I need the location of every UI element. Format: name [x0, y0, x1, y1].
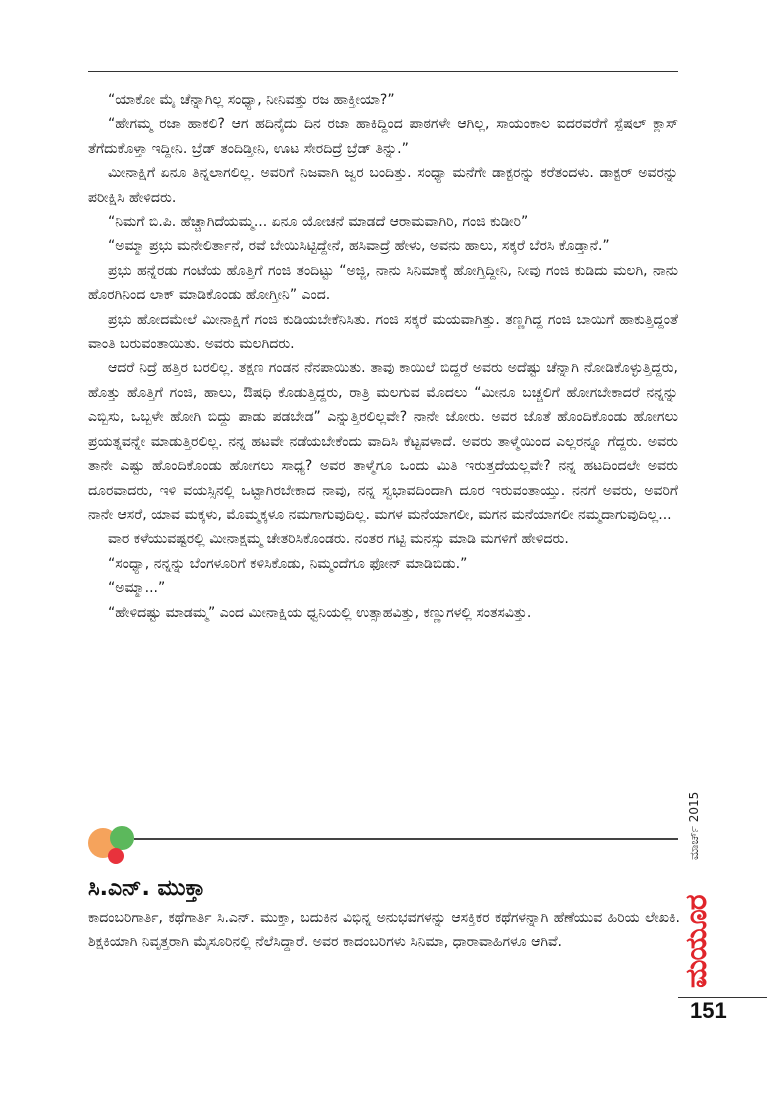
story-paragraph: “ಯಾಕೋ ಮೈ ಚೆನ್ನಾಗಿಲ್ಲ ಸಂಧ್ಯಾ, ನೀನಿವತ್ತು ರಜ ಹಾಕ್ತೀಯಾ?” — [108, 92, 395, 108]
author-name: ಸಿ.ಎನ್. ಮುಕ್ತಾ — [88, 876, 205, 901]
green-dot-icon — [110, 826, 134, 850]
story-paragraph: “ಹೇಗಮ್ಮ ರಜಾ ಹಾಕಲಿ? ಆಗ ಹದಿನೈದು ದಿನ ರಜಾ ಹಾಕಿದ್ದಿಂದ ಪಾಠಗಳೇ ಆಗಿಲ್ಲ, ಸಾಯಂಕಾಲ ಐದರವರೆಗೆ ಸ್ಪೆಷಲ್ ಕ್ಲಾಸ್ ತೆಗೆದುಕೊಳ್ತಾ ಇದ್ದೀನಿ. ಬ್ರೆಡ್ ತಂದಿಡ್ತೀನಿ, ಊಟ ಸೇರದಿದ್ರೆ ಬ್ರೆಡ್ ತಿನ್ನು.” — [88, 116, 678, 157]
issue-date: ಮಾರ್ಚ್ 2015 — [687, 791, 701, 860]
story-body — [88, 88, 678, 625]
story-paragraph: “ಅಮ್ಮಾ...” — [108, 580, 166, 597]
story-paragraph: ವಾರ ಕಳೆಯುವಷ್ಟರಲ್ಲಿ ಮೀನಾಕ್ಷಮ್ಮ ಚೇತರಿಸಿಕೊಂಡರು. ನಂತರ ಗಟ್ಟಿ ಮನಸ್ಸು ಮಾಡಿ ಮಗಳಿಗೆ ಹೇಳಿದರು. — [108, 531, 569, 548]
story-paragraph: ಪ್ರಭು ಹೋದಮೇಲೆ ಮೀನಾಕ್ಷಿಗೆ ಗಂಜಿ ಕುಡಿಯಬೇಕೆನಿಸಿತು. ಗಂಜಿ ಸಕ್ಕರೆ ಮಯವಾಗಿತ್ತು. ತಣ್ಣಗಿದ್ದ ಗಂಜಿ ಬಾಯಿಗೆ ಹಾಕುತ್ತಿದ್ದಂತೆ ವಾಂತಿ ಬರುವಂತಾಯಿತು. ಅವರು ಮಲಗಿದರು. — [88, 311, 678, 353]
story-paragraph: “ಸಂಧ್ಯಾ, ನನ್ನನ್ನು ಬೆಂಗಳೂರಿಗೆ ಕಳಿಸಿಕೊಡು, ನಿಮ್ಮಂದೆಗೂ ಫೋನ್ ಮಾಡಿಬಿಡು.” — [108, 555, 468, 572]
story-paragraph: “ನಿಮಗೆ ಬಿ.ಪಿ. ಹೆಚ್ಚಾಗಿದೆಯಮ್ಮ... ಏನೂ ಯೋಚನೆ ಮಾಡದೆ ಆರಾಮವಾಗಿರಿ, ಗಂಜಿ ಕುಡೀರಿ” — [108, 214, 529, 231]
author-bio: ಕಾದಂಬರಿಗಾರ್ತಿ, ಕಥೆಗಾರ್ತಿ ಸಿ.ಎನ್. ಮುಕ್ತಾ, ಬದುಕಿನ ವಿಭಿನ್ನ ಅನುಭವಗಳನ್ನು ಆಸಕ್ತಿಕರ ಕಥೆಗಳನ್ನಾಗಿ ಹೆಣೆಯುವ ಹಿರಿಯ ಲೇಖಕಿ. ಶಿಕ್ಷಕಿಯಾಗಿ ನಿವೃತ್ತರಾಗಿ ಮೈಸೂರಿನಲ್ಲಿ ನೆಲೆಸಿದ್ದಾರೆ. ಅವರ ಕಾದಂಬರಿಗಳು ಸಿನಿಮಾ, ಧಾರಾವಾಹಿಗಳೂ ಆಗಿವೆ. — [88, 910, 680, 951]
story-paragraph: “ಅಮ್ಮಾ ಪ್ರಭು ಮನೇಲಿರ್ತಾನೆ, ರವೆ ಬೇಯಿಸಿಟ್ಟಿದ್ದೇನೆ, ಹಸಿವಾದ್ರೆ ಹೇಳು, ಅವನು ಹಾಲು, ಸಕ್ಕರೆ ಬೆರಸಿ ಕೊಡ್ತಾನೆ.” — [108, 238, 610, 255]
sidebar — [677, 791, 733, 992]
divider-line — [134, 838, 678, 840]
page-number: 151 — [690, 998, 727, 1023]
story-paragraph: “ಹೇಳಿದಷ್ಟು ಮಾಡಮ್ಮ” ಎಂದ ಮೀನಾಕ್ಷಿಯ ಧ್ವನಿಯಲ್ಲಿ ಉತ್ಸಾಹವಿತ್ತು, ಕಣ್ಣುಗಳಲ್ಲಿ ಸಂತಸವಿತ್ತು. — [108, 604, 532, 621]
top-rule — [88, 71, 678, 72]
story-paragraph: ಆದರೆ ನಿದ್ರೆ ಹತ್ತಿರ ಬರಲಿಲ್ಲ. ತಕ್ಷಣ ಗಂಡನ ನೆನಪಾಯಿತು. ತಾವು ಕಾಯಿಲೆ ಬಿದ್ದರೆ ಅವರು ಅದೆಷ್ಟು ಚೆನ್ನಾಗಿ ನೋಡಿಕೊಳ್ಳುತ್ತಿದ್ದರು, ಹೊತ್ತು ಹೊತ್ತಿಗೆ ಗಂಜಿ, ಹಾಲು, ಔಷಧಿ ಕೊಡುತ್ತಿದ್ದರು, ರಾತ್ರಿ ಮಲಗುವ ಮೊದಲು “ಮೀನೂ ಬಚ್ಚಲಿಗೆ ಹೋಗಬೇಕಾದರೆ ನನ್ನನ್ನು ಎಬ್ಬಿಸು, ಒಬ್ಬಳೇ ಹೋಗಿ ಬಿದ್ದು ಪಾಡು ಪಡಬೇಡ” ಎನ್ನುತ್ತಿರಲಿಲ್ಲವೇ? ನಾನೇ ಜೋರು. ಅವರ ಜೊತೆ ಹೊಂದಿಕೊಂಡು ಹೋಗಲು ಪ್ರಯತ್ನವನ್ನೇ ಮಾಡುತ್ತಿರಲಿಲ್ಲ. ನನ್ನ ಹಟವೇ ನಡೆಯಬೇಕೆಂದು ವಾದಿಸಿ ಕೆಟ್ಟವಳಾದೆ. ಅವರು ತಾಳ್ಮೆಯಿಂದ ಎಲ್ಲರನ್ನೂ ಗೆದ್ದರು. ಅವರು ತಾನೇ ಎಷ್ಟು ಹೊಂದಿಕೊಂಡು ಹೋಗಲು ಸಾಧ್ಯ? ಅವರ ತಾಳ್ಮೆಗೂ ಒಂದು ಮಿತಿ ಇರುತ್ತದೆಯಲ್ಲವೇ? ನನ್ನ ಹಟದಿಂದಲೇ ಅವರು ದೂರವಾದರು, ಇಳಿ ವಯಸ್ಸಿನಲ್ಲಿ ಒಟ್ಟಾಗಿರಬೇಕಾದ ನಾವು, ನನ್ನ ಸ್ವಭಾವದಿಂದಾಗಿ ದೂರ ಇರುವಂತಾಯ್ತು. ನನಗೆ ಅವರು, ಅವರಿಗೆ ನಾನೇ ಆಸರೆ, ಯಾವ ಮಕ್ಕಳು, ಮೊಮ್ಮಕ್ಕಳೂ ನಮಗಾಗುವುದಿಲ್ಲ. ಮಗಳ ಮನೆಯಾಗಲೀ, ಮಗನ ಮನೆಯಾಗಲೀ ನಮ್ಮದಾಗುವುದಿಲ್ಲ... — [88, 360, 678, 523]
magazine-logo: ಮಯೂರ — [679, 895, 714, 988]
red-dot-icon — [108, 848, 124, 864]
story-paragraph: ಮೀನಾಕ್ಷಿಗೆ ಏನೂ ತಿನ್ನಲಾಗಲಿಲ್ಲ. ಅವರಿಗೆ ನಿಜವಾಗಿ ಜ್ವರ ಬಂದಿತ್ತು. ಸಂಧ್ಯಾ ಮನೆಗೇ ಡಾಕ್ಟರನ್ನು ಕರೆತಂದಳು. ಡಾಕ್ಟರ್ ಅವರನ್ನು ಪರೀಕ್ಷಿಸಿ ಹೇಳಿದರು. — [88, 165, 678, 206]
story-paragraph: ಪ್ರಭು ಹನ್ನೆರಡು ಗಂಟೆಯ ಹೊತ್ತಿಗೆ ಗಂಜಿ ತಂದಿಟ್ಟು “ಅಜ್ಜಿ, ನಾನು ಸಿನಿಮಾಕ್ಕೆ ಹೋಗ್ತಿದ್ದೀನಿ, ನೀವು ಗಂಜಿ ಕುಡಿದು ಮಲಗಿ, ನಾನು ಹೊರಗಿನಿಂದ ಲಾಕ್ ಮಾಡಿಕೊಂಡು ಹೋಗ್ತೀನಿ” ಎಂದ. — [88, 262, 678, 304]
author-divider — [88, 826, 678, 866]
